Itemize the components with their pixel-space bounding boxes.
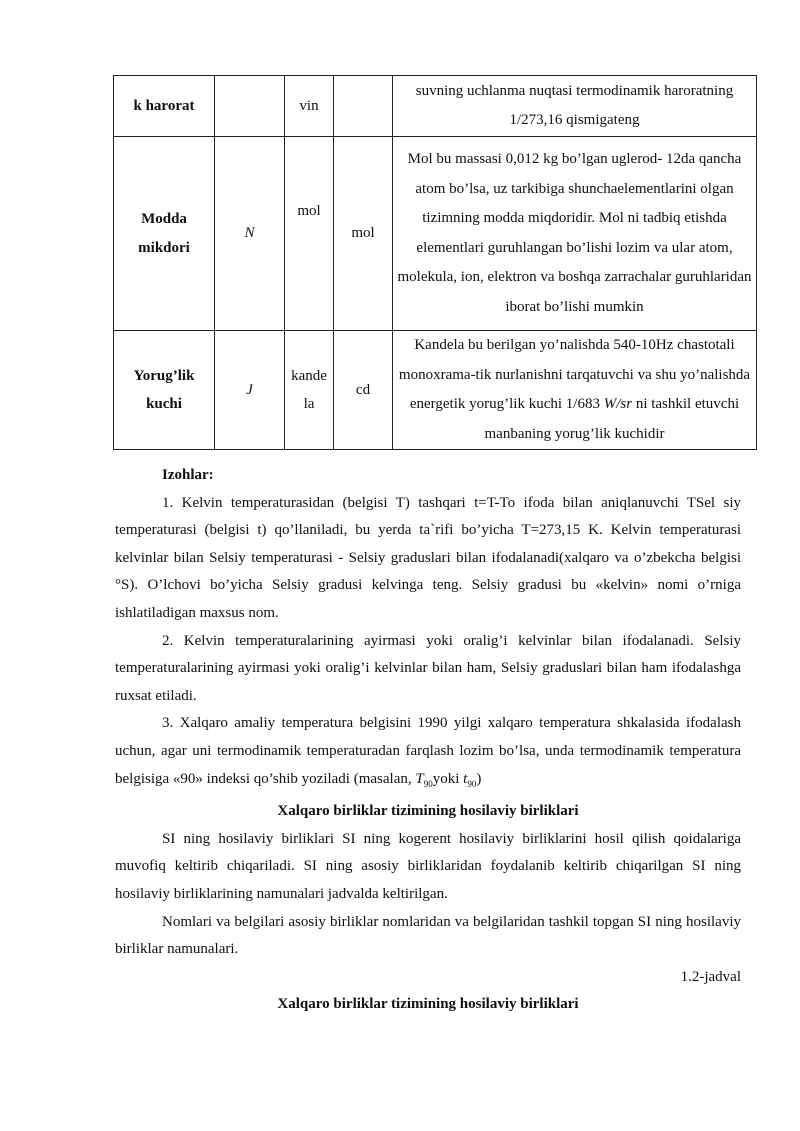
table-row [114, 331, 757, 450]
quantity-symbol: J [215, 331, 285, 450]
table-label: 1.2-jadval [680, 968, 741, 985]
section-heading: Xalqaro birliklar tizimining hosilaviy birliklari [277, 803, 579, 820]
quantity-name-line: kuchi [146, 396, 182, 412]
unit-name: vin [285, 76, 334, 137]
unit-symbol: cd [334, 331, 393, 450]
quantity-name [114, 331, 215, 450]
quantity-symbol: N [215, 137, 285, 331]
unit-definition [393, 331, 757, 450]
unit-definition: Mol bu massasi 0,012 kg bo’lgan uglerod- 12da qancha atom bo’lsa, uz tarkibiga shunchaelementlarini olgan tizimning modda miqdoridir. Mol ni tadbiq etishda elementlari guruhlangan bo’lishi lozim va ular atom, molekula, ion, elektron va boshqa zarrachalar guruhlaridan iborat bo’lishi mumkin [393, 137, 757, 331]
quantity-name-line: Modda [141, 211, 187, 227]
definition-text: ni tashkil etuvchi manbaning yorug’lik kuchidir [484, 396, 740, 442]
definition-unit: W/sr [603, 396, 633, 412]
quantity-name: k harorat [114, 76, 215, 137]
unit-name [285, 331, 334, 450]
note-3-text: 3. Xalqaro amaliy temperatura belgisini 1990 yilgi xalqaro temperatura shkalasida ifodalash uchun, agar uni termodinamik temperaturadan farqlash lozim bo’lsa, unda termodinamik temperatura belgisiga «90» indeksi qo’shib yoziladi (masalan, [115, 715, 741, 787]
unit-name [285, 137, 334, 331]
subscript-90: 90 [467, 778, 477, 789]
symbol-t: t [463, 770, 468, 787]
note-3-text: yoki [432, 770, 464, 787]
symbol-T: T [415, 770, 424, 787]
subscript-90: 90 [423, 778, 433, 789]
quantity-symbol [215, 76, 285, 137]
unit-name-line: kande [291, 367, 327, 384]
quantity-name [114, 137, 215, 331]
table-row [114, 76, 757, 137]
note-2: 2. Kelvin temperaturalarining ayirmasi yoki oralig’i kelvinlar bilan ifodalanadi. Selsiy temperaturalarining ayirmasi yoki oralig’i kelvinlar bilan ham, Selsiy graduslari bilan ham ifodalashga ruxsat etiladi. [115, 632, 741, 704]
unit-name-text: mol [297, 203, 321, 219]
definition-text: Kandela bu berilgan yo’nalishda 540-10Hz chastotali monoxrama-tik nurlanishni tarqatuvchi va shu yo’nalishda energetik yorug’lik kuchi 1/683 [398, 337, 751, 412]
note-1: 1. Kelvin temperaturasidan (belgisi T) tashqari t=T-To ifoda bilan aniqlanuvchi TSel siy temperaturasi (belgisi t) qo’llaniladi, bu yerda ta`rifi bo’yicha T=273,15 K. Kelvin temperaturasi kelvinlar bilan Selsiy temperaturasi - Selsiy graduslari bilan ifodalanadi(xalqaro va o’zbekcha belgisi °S). O’lchovi bo’yicha Selsiy gradusi kelvinga teng. Selsiy gradusi bu «kelvin» nomi o’rniga ishlatiladigan maxsus nom. [115, 494, 741, 621]
unit-definition: suvning uchlanma nuqtasi termodinamik haroratning 1/273,16 qismigateng [393, 76, 757, 137]
note-3 [115, 710, 741, 798]
quantity-name-line: Yorug’lik [133, 367, 195, 384]
table-row [114, 137, 757, 331]
note-3-text: ) [476, 770, 482, 787]
unit-symbol [334, 76, 393, 137]
body-text [115, 462, 741, 1019]
quantity-name-line: mikdori [138, 239, 190, 256]
unit-symbol: mol [334, 137, 393, 331]
si-units-table [113, 75, 757, 450]
notes-title: Izohlar: [162, 467, 214, 483]
section-paragraph: Nomlari va belgilari asosiy birliklar nomlaridan va belgilaridan tashkil topgan SI ning hosilaviy birliklar namunalari. [115, 913, 741, 958]
unit-name-line: la [303, 396, 315, 412]
table-heading: Xalqaro birliklar tizimining hosilaviy birliklari [277, 996, 579, 1013]
section-paragraph: SI ning hosilaviy birliklari SI ning kogerent hosilaviy birliklarini hosil qilish qoidalariga muvofiq keltirib chiqariladi. SI ning asosiy birliklaridan foydalanib keltirib chiqarilgan SI ning hosilaviy birliklarining namunalari jadvalda keltirilgan. [115, 830, 741, 902]
